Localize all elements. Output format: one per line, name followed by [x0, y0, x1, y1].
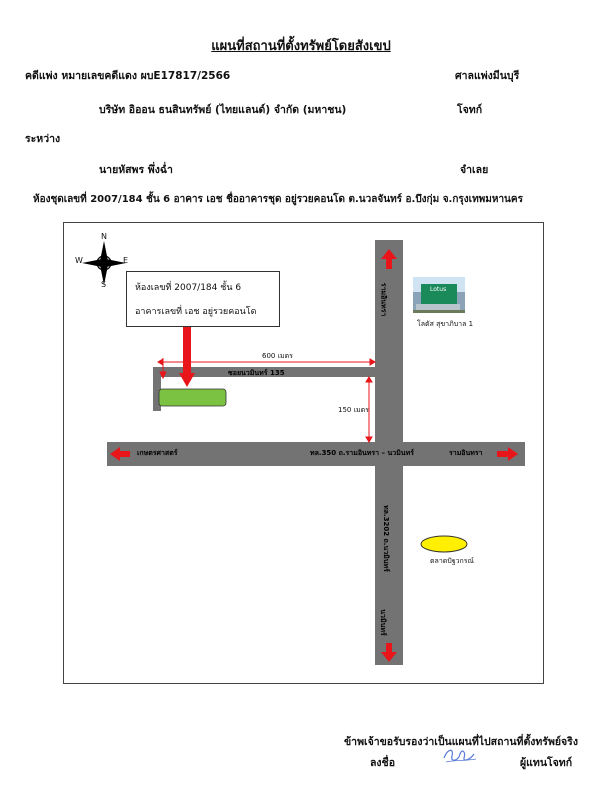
- main-road-label: ทล.350 ถ.รามอินทรา – นวมินทร์: [310, 449, 414, 457]
- lotus-sign: Lotus: [430, 286, 447, 293]
- certification-text: ข้าพเจ้าขอรับรองว่าเป็นแผนที่ไปสถานที่ตั้งทรัพย์จริง: [344, 736, 578, 748]
- sign-label: ลงชื่อ: [370, 757, 395, 769]
- plaintiff-role: โจทก์: [457, 104, 483, 116]
- left-direction-label: เกษตรศาสตร์: [137, 449, 178, 457]
- right-direction-label: รามอินทรา: [449, 449, 483, 457]
- compass-north: N: [101, 232, 107, 241]
- distance-600: 600 เมตร: [262, 352, 293, 360]
- arrow-down-icon: [381, 643, 397, 662]
- lotus-label: โลตัส สุขาภิบาล 1: [417, 320, 474, 328]
- arrow-right-icon: [497, 447, 518, 461]
- condo-building: [159, 389, 226, 406]
- court-name: ศาลแพ่งมีนบุรี: [455, 70, 520, 82]
- property-description: ห้องชุดเลขที่ 2007/184 ชั้น 6 อาคาร เอช ชื่ออาคารชุด อยู่รวยคอนโด ต.นวลจันทร์ อ.บึงกุ่ม จ.กรุงเทพมหานคร: [33, 194, 523, 205]
- arrow-left-icon: [110, 447, 130, 461]
- main-road-vertical-label: ทล.3202 ถ.นวมินทร์: [381, 505, 390, 572]
- plaintiff-name: บริษัท อิออน ธนสินทรัพย์ (ไทยแลนด์) จำกัด (มหาชน): [99, 104, 347, 116]
- pointer-shaft: [183, 327, 191, 373]
- arrow-up-icon: [381, 249, 397, 269]
- page-title: แผนที่สถานที่ตั้งทรัพย์โดยสังเขป: [211, 39, 391, 54]
- road-label-top: รามอินทรา: [379, 282, 388, 317]
- case-number: คดีแพ่ง หมายเลขคดีแดง ผบE17817/2566: [25, 70, 231, 82]
- info-box: [126, 271, 280, 327]
- compass-icon: [82, 241, 129, 285]
- road-label-bottom: นวมินทร์: [378, 609, 387, 636]
- distance-150: 150 เมตร: [338, 406, 369, 414]
- compass-east: E: [123, 256, 129, 265]
- between-label: ระหว่าง: [25, 133, 61, 145]
- signature-image: [440, 744, 480, 766]
- compass-south: S: [101, 280, 107, 289]
- compass-west: W: [75, 256, 83, 265]
- signer-role: ผู้แทนโจทก์: [520, 757, 573, 769]
- info-building: อาคารเลขที่ เอช อยู่รวยคอนโด: [135, 307, 257, 317]
- defendant-role: จำเลย: [460, 164, 489, 176]
- soi-label: ซอยนวมินทร์ 135: [228, 369, 285, 377]
- market-label: ตลาดปัฐวกรณ์: [430, 557, 475, 565]
- info-room: ห้องเลขที่ 2007/184 ชั้น 6: [135, 283, 242, 293]
- lotus-store-image: [413, 277, 465, 313]
- defendant-name: นายหัสพร พึ่งฉ่ำ: [99, 164, 173, 176]
- market-marker: [421, 536, 467, 552]
- pointer-arrow-icon: [179, 373, 195, 387]
